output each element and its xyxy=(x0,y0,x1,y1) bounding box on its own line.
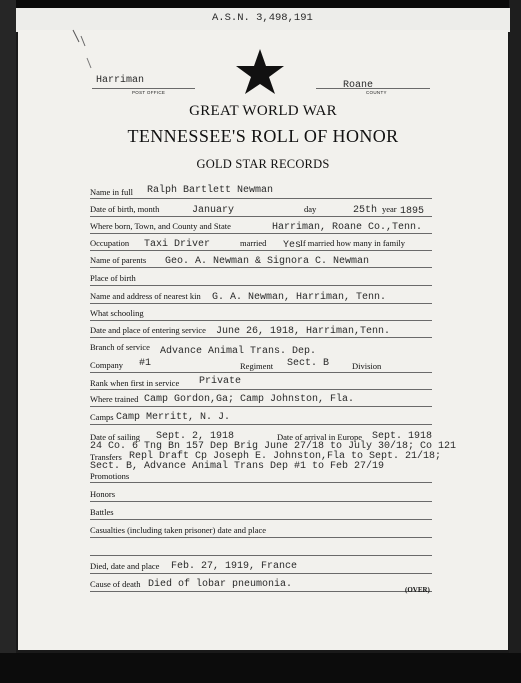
label-dob: Date of birth, month xyxy=(90,204,160,214)
pencil-marks xyxy=(65,28,105,78)
scan-border-bottom xyxy=(0,653,521,683)
scan-border-top xyxy=(0,0,521,8)
value-name: Ralph Bartlett Newman xyxy=(147,185,274,196)
value-branch: Advance Animal Trans. Dep. xyxy=(160,346,317,357)
label-trained: Where trained xyxy=(90,394,139,404)
label-division: Division xyxy=(352,361,382,371)
label-day: day xyxy=(304,204,317,214)
scan-border-left xyxy=(0,0,16,683)
value-born: Harriman, Roane Co.,Tenn. xyxy=(272,222,423,233)
label-place-of-birth: Place of birth xyxy=(90,273,136,283)
record-card xyxy=(18,30,508,650)
label-entering-service: Date and place of entering service xyxy=(90,325,206,335)
label-promotions: Promotions xyxy=(90,471,130,481)
label-born: Where born, Town, and County and State xyxy=(90,221,231,231)
label-branch: Branch of service xyxy=(90,342,150,352)
title-great-world-war: GREAT WORLD WAR xyxy=(189,103,337,119)
value-kin: G. A. Newman, Harriman, Tenn. xyxy=(212,292,387,303)
label-married: married xyxy=(240,238,267,248)
value-company: #1 xyxy=(139,358,152,369)
value-regiment: Sect. B xyxy=(287,358,330,369)
label-cause-of-death: Cause of death xyxy=(90,579,141,589)
value-sailing: Sept. 2, 1918 xyxy=(156,431,235,442)
label-kin: Name and address of nearest kin xyxy=(90,291,201,301)
value-parents: Geo. A. Newman & Signora C. Newman xyxy=(165,256,370,267)
county-value: Roane xyxy=(343,80,374,91)
serial-number: A.S.N. 3,498,191 xyxy=(212,12,313,24)
value-transfers-line2: Repl Draft Cp Joseph E. Johnston,Fla to Sept. 21/18; xyxy=(129,451,442,462)
label-casualties: Casualties (including taken prisoner) date and place xyxy=(90,525,267,535)
value-arrival: Sept. 1918 xyxy=(372,431,433,442)
value-trained: Camp Gordon,Ga; Camp Johnston, Fla. xyxy=(144,394,355,405)
value-transfers-line1: 24 Co. 6 Tng Bn 157 Dep Brig June 27/18 to July 30/18; Co 121 xyxy=(90,441,457,452)
label-parents: Name of parents xyxy=(90,255,147,265)
label-name: Name in full xyxy=(90,187,133,197)
value-transfers-line3: Sect. B, Advance Animal Trans Dep #1 to Feb 27/19 xyxy=(90,461,385,472)
star-icon xyxy=(234,48,286,96)
label-sailing: Date of sailing xyxy=(90,432,141,442)
label-arrival: Date of arrival in Europe xyxy=(277,432,362,442)
label-schooling: What schooling xyxy=(90,308,144,318)
value-cause-of-death: Died of lobar pneumonia. xyxy=(148,579,293,590)
label-company: Company xyxy=(90,360,124,370)
scan-border-right xyxy=(509,0,521,683)
label-married-many: If married how many in family xyxy=(300,238,406,248)
label-honors: Honors xyxy=(90,489,116,499)
post-office-caption: POST OFFICE xyxy=(132,90,166,95)
value-occupation: Taxi Driver xyxy=(144,239,211,250)
value-dob-day: 25th xyxy=(353,205,378,216)
label-transfers: Transfers xyxy=(90,452,122,462)
label-died: Died, date and place xyxy=(90,561,160,571)
county-caption: COUNTY xyxy=(366,90,387,95)
label-camps: Camps xyxy=(90,412,114,422)
over-label: (OVER) xyxy=(405,586,430,594)
value-died: Feb. 27, 1919, France xyxy=(171,561,298,572)
value-camps: Camp Merritt, N. J. xyxy=(116,412,231,423)
label-rank: Rank when first in service xyxy=(90,378,180,388)
value-rank: Private xyxy=(199,376,242,387)
title-gold-star-records: GOLD STAR RECORDS xyxy=(196,157,330,171)
value-married: Yes xyxy=(283,240,302,251)
post-office-value: Harriman xyxy=(96,75,145,86)
value-dob-month: January xyxy=(192,205,235,216)
label-regiment: Regiment xyxy=(240,361,274,371)
label-year: year xyxy=(382,204,397,214)
value-entering-service: June 26, 1918, Harriman,Tenn. xyxy=(216,326,391,337)
label-occupation: Occupation xyxy=(90,238,130,248)
label-battles: Battles xyxy=(90,507,114,517)
title-roll-of-honor: TENNESSEE'S ROLL OF HONOR xyxy=(127,126,399,146)
value-dob-year: 1895 xyxy=(400,206,425,217)
